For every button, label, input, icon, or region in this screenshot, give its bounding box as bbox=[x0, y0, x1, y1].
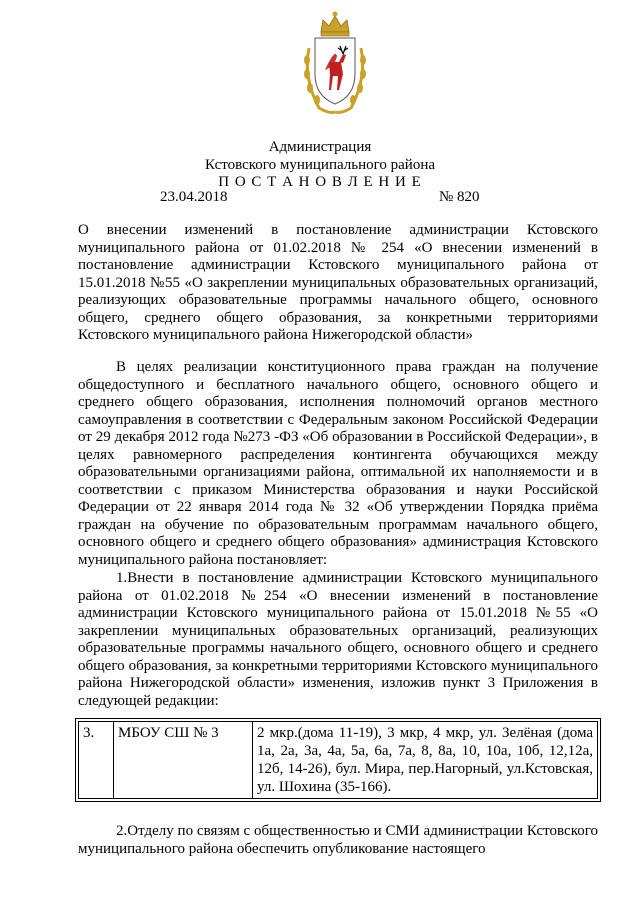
header-resolution: П О С Т А Н О В Л Е Н И Е bbox=[218, 174, 422, 190]
document-date: 23.04.2018 bbox=[160, 189, 228, 205]
coat-of-arms-icon bbox=[299, 8, 371, 118]
header-administration: Администрация bbox=[268, 139, 372, 155]
header-district: Кстовского муниципального района bbox=[204, 157, 436, 173]
table-row bbox=[79, 722, 598, 799]
table-cell-territory: 2 мкр.(дома 11-19), 3 мкр, 4 мкр, ул. Зелёная (дома 1а, 2а, 3а, 4а, 5а, 6а, 7а, 8, 8а, 10, 10а, 10б, 12,12а, 12б, 14-26), бул. Мира, пер.Нагорный, ул.Кстовская, ул. Шохина (35-166). bbox=[253, 722, 598, 799]
appendix-table bbox=[78, 721, 598, 799]
body-paragraph-2: 1.Внести в постановление администрации Кстовского муниципального района от 01.02.2018 №254 «О внесении изменений в постановление администрации Кстовского муниципального района от 15.01.2018 №55 «О закреплении муниципальных образовательных организаций, реализующих образовательные программы начального общего, основного общего и среднего общего образования, за конкретными территориями Кстовского муниципального района Нижегородской области» изменения, изложив пункт 3 Приложения в следующей редакции: bbox=[78, 570, 598, 709]
table-cell-school: МБОУ СШ № 3 bbox=[114, 722, 253, 799]
document-number: № 820 bbox=[439, 189, 480, 205]
body-paragraph-1: В целях реализации конституционного права граждан на получение общедоступного и бесплатного начального общего, основного общего и среднего общего образования, исполнения полномочий органов местного самоуправления в соответствии с Федеральным законом Российской Федерации от 29 декабря 2012 года №273 -ФЗ «Об образовании в Российской Федерации», в целях равномерного распределения контингента обучающихся между образовательными организациями района, оптимальной их наполняемости и в соответствии с приказом Министерства образования и науки Российской Федерации от 22 января 2014 года № 32 «Об утверждении Порядка приёма граждан на обучение по образовательным программам начального общего, основного общего и среднего общего образования» администрация Кстовского муниципального района постановляет: bbox=[78, 359, 598, 568]
document-title: О внесении изменений в постановление администрации Кстовского муниципального района от 01.02.2018 № 254 «О внесении изменений в постановление администрации Кстовского муниципального района от 15.01.2018 №55 «О закреплении муниципальных образовательных организаций, реализующих образовательные программы начального общего, основного общего, среднего общего образования, за конкретными территориями Кстовского муниципального района Нижегородской области» bbox=[78, 222, 598, 343]
table-cell-number: 3. bbox=[79, 722, 114, 799]
body-paragraph-3: 2.Отделу по связям с общественностью и СМИ администрации Кстовского муниципального района обеспечить опубликование настоящего bbox=[78, 823, 598, 857]
